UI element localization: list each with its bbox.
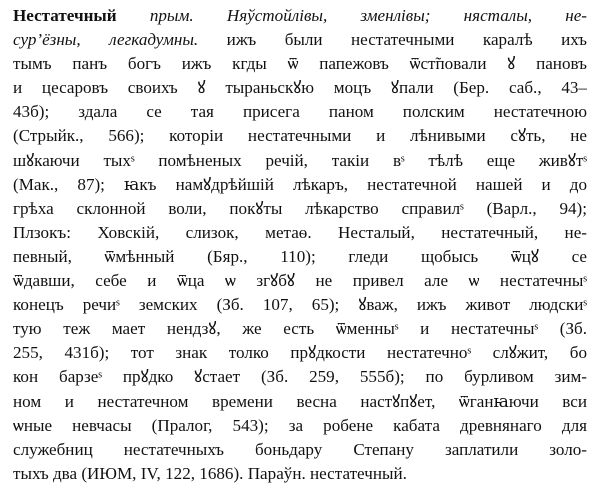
- entry-line-11: певный, ѿмѣнный (Бяр., 110); гледи щобысь ѿцꙋ се: [13, 246, 587, 266]
- entry-line-20: тыхъ два (ИЮМ, IV, 122, 1686). Параўн. нестатечный.: [13, 463, 407, 483]
- entry-text-2: ижъ были нестатечными каралѣ ихъ: [226, 30, 587, 50]
- entry-line-2: [13, 28, 587, 52]
- entry-line-6: (Стрыйк., 566); которіи нестатечными и лѣнивыми сꙋть, не: [13, 126, 587, 146]
- entry-line-17: ном и нестатечном времени весна настꙋпꙋет, ѿганꙗючи вси: [13, 391, 587, 411]
- entry-line-1: [13, 4, 587, 28]
- entry-line-12: ѿдавши, себе и ѿца ѡ згꙋбꙋ не привел але ѡ нестатечныˢ: [13, 271, 587, 291]
- entry-line-10: Плзокъ: Ховскій, слизок, метаѳ. Несталый, нестатечный, не-: [13, 222, 587, 242]
- entry-gloss-start: Няўстойлівы, зменлівы; нясталы, не-: [226, 6, 587, 25]
- entry-line-8: (Мак., 87); ꙗкъ намꙋдрѣйшій лѣкаръ, нестатечной нашей и до: [13, 174, 587, 194]
- entry-line-3: тымъ панъ богъ ижъ кгды ѿ папежовъ ѿст̃повали ꙋ пановъ: [13, 54, 587, 74]
- entry-line-4: и цесаровъ своихъ ꙋ тыраньскꙋю моцъ ꙋпали (Бер. саб., 43–: [13, 78, 587, 98]
- entry-line-18: ѡные невчасы (Пралог, 543); за робене кабата древнянаго для: [13, 415, 587, 435]
- entry-line-14: тую теж мает нендзꙋ, же есть ѿменныˢ и нестатечныˢ (Зб.: [13, 319, 587, 339]
- entry-part-of-speech: прым.: [149, 6, 194, 25]
- entry-line-5: 43б); здала се тая присега паном полским нестатечною: [13, 102, 587, 122]
- entry-line-15: 255, 431б); тот знак толко прꙋдкости нестатечноˢ слꙋжит, бо: [13, 343, 587, 363]
- entry-line-13: конецъ речиˢ земских (Зб. 107, 65); ꙋваж, ижъ живот людскиˢ: [13, 295, 587, 315]
- entry-line-16: кон барзеˢ прꙋдко ꙋстает (Зб. 259, 555б); по бурливом зим-: [13, 367, 587, 387]
- entry-line-19: служебниц нестатечныхъ боньдару Степану заплатили золо-: [13, 439, 587, 459]
- entry-headword: Нестатечный: [13, 6, 117, 25]
- entry-line-9: грѣха склонной воли, покꙋты лѣкарство справилˢ (Варл., 94);: [13, 198, 587, 218]
- entry-line-7: шꙋкаючи тыхˢ помѣненых речій, такіи вˢ тѣлѣ еще живꙋтˢ: [13, 150, 587, 170]
- entry-gloss-end: сур’ёзны, легкадумны.: [13, 30, 199, 50]
- dictionary-entry: [13, 4, 587, 486]
